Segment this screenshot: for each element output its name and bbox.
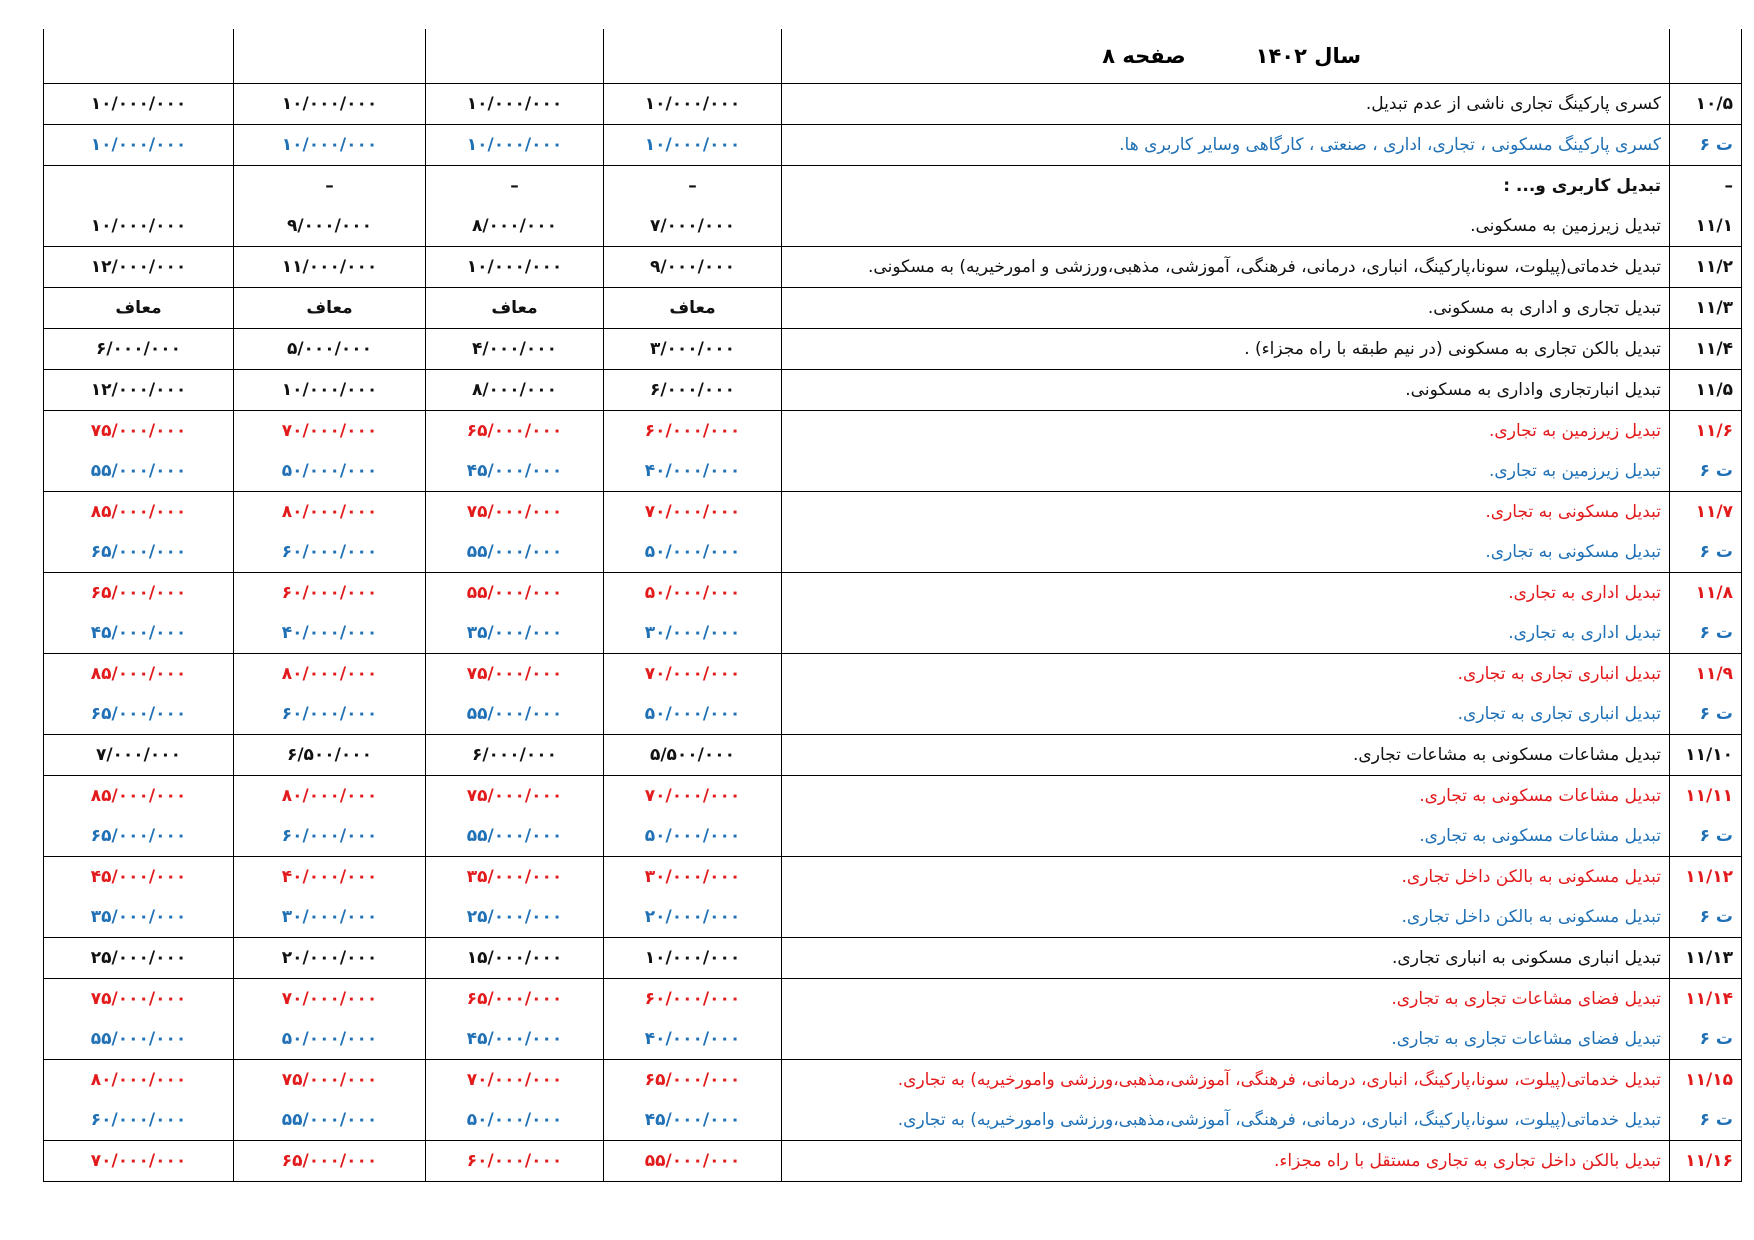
row-value-cell: ۴۰/۰۰۰/۰۰۰ <box>604 451 782 492</box>
row-description-cell: تبدیل خدماتی(پیلوت، سونا،پارکینگ، انباری، درمانی، فرهنگی، آموزشی، مذهبی،ورزشی و امورخیریه) به مسکونی. <box>782 247 1670 288</box>
row-value-cell: ۱۵/۰۰۰/۰۰۰ <box>426 938 604 979</box>
row-code-cell: ت ۶ <box>1670 613 1742 654</box>
row-description-cell: تبدیل انباری تجاری به تجاری. <box>782 694 1670 735</box>
row-value-cell: ۸۵/۰۰۰/۰۰۰ <box>44 654 234 695</box>
row-value-cell: ۵۰/۰۰۰/۰۰۰ <box>234 451 426 492</box>
page-heading <box>1102 44 1361 68</box>
row-description-cell: تبدیل فضای مشاعات تجاری به تجاری. <box>782 979 1670 1020</box>
row-value-cell: ۵۵/۰۰۰/۰۰۰ <box>44 1019 234 1060</box>
row-value-cell: ۱۰/۰۰۰/۰۰۰ <box>604 84 782 125</box>
table-row <box>44 206 1742 247</box>
row-value-cell: معاف <box>426 288 604 329</box>
row-description-cell: تبدیل مسکونی به تجاری. <box>782 532 1670 573</box>
row-code-cell: ۱۱/۱۵ <box>1670 1060 1742 1101</box>
row-value-cell: ۶۵/۰۰۰/۰۰۰ <box>234 1141 426 1182</box>
row-code-cell: ت ۶ <box>1670 1100 1742 1141</box>
row-value-cell: ۴/۰۰۰/۰۰۰ <box>426 329 604 370</box>
row-value-cell: ۵۵/۰۰۰/۰۰۰ <box>44 451 234 492</box>
table-row <box>44 1100 1742 1141</box>
table-row <box>44 492 1742 533</box>
row-value-cell: ۷۰/۰۰۰/۰۰۰ <box>234 411 426 452</box>
row-value-cell: ۷۵/۰۰۰/۰۰۰ <box>426 654 604 695</box>
row-description-cell: تبدیل مشاعات مسکونی به مشاعات تجاری. <box>782 735 1670 776</box>
row-value-cell: ۷۵/۰۰۰/۰۰۰ <box>44 411 234 452</box>
header-code-cell <box>1670 29 1742 84</box>
row-value-cell: ۸۵/۰۰۰/۰۰۰ <box>44 492 234 533</box>
row-description-cell: تبدیل مشاعات مسکونی به تجاری. <box>782 776 1670 817</box>
row-description-cell: کسری پارکینگ تجاری ناشی از عدم تبدیل. <box>782 84 1670 125</box>
table-row <box>44 166 1742 207</box>
row-value-cell: ۸۰/۰۰۰/۰۰۰ <box>234 492 426 533</box>
page-heading-cell <box>782 29 1670 84</box>
row-value-cell: ۱۰/۰۰۰/۰۰۰ <box>44 125 234 166</box>
row-description-cell: تبدیل اداری به تجاری. <box>782 613 1670 654</box>
row-value-cell: ۶۰/۰۰۰/۰۰۰ <box>604 411 782 452</box>
row-value-cell: ۸/۰۰۰/۰۰۰ <box>426 206 604 247</box>
table-row <box>44 735 1742 776</box>
row-value-cell: ۵۵/۰۰۰/۰۰۰ <box>426 694 604 735</box>
row-value-cell: ۴۰/۰۰۰/۰۰۰ <box>234 857 426 898</box>
row-value-cell: ۶۰/۰۰۰/۰۰۰ <box>44 1100 234 1141</box>
row-value-cell: ۸۰/۰۰۰/۰۰۰ <box>234 654 426 695</box>
row-value-cell: ۶/۰۰۰/۰۰۰ <box>426 735 604 776</box>
row-value-cell: ۸/۰۰۰/۰۰۰ <box>426 370 604 411</box>
row-value-cell: ۶۰/۰۰۰/۰۰۰ <box>234 694 426 735</box>
row-value-cell: ۵۵/۰۰۰/۰۰۰ <box>426 816 604 857</box>
row-code-cell: ۱۱/۷ <box>1670 492 1742 533</box>
row-code-cell: ت ۶ <box>1670 125 1742 166</box>
row-code-cell: – <box>1670 166 1742 207</box>
row-code-cell: ۱۱/۹ <box>1670 654 1742 695</box>
row-code-cell: ت ۶ <box>1670 897 1742 938</box>
row-value-cell: ۱۰/۰۰۰/۰۰۰ <box>234 125 426 166</box>
table-row <box>44 654 1742 695</box>
row-value-cell: ۹/۰۰۰/۰۰۰ <box>604 247 782 288</box>
row-value-cell: معاف <box>234 288 426 329</box>
row-value-cell: ۶/۵۰۰/۰۰۰ <box>234 735 426 776</box>
table-row <box>44 125 1742 166</box>
row-value-cell: ۸۰/۰۰۰/۰۰۰ <box>234 776 426 817</box>
row-value-cell: ۱۰/۰۰۰/۰۰۰ <box>234 84 426 125</box>
row-value-cell: ۶۰/۰۰۰/۰۰۰ <box>234 573 426 614</box>
row-value-cell: ۷۵/۰۰۰/۰۰۰ <box>44 979 234 1020</box>
row-value-cell: معاف <box>604 288 782 329</box>
row-description-cell: تبدیل خدماتی(پیلوت، سونا،پارکینگ، انباری، درمانی، فرهنگی، آموزشی،مذهبی،ورزشی وامورخیریه) به تجاری. <box>782 1100 1670 1141</box>
row-value-cell: ۶۰/۰۰۰/۰۰۰ <box>426 1141 604 1182</box>
row-value-cell: ۳۵/۰۰۰/۰۰۰ <box>426 613 604 654</box>
table-row <box>44 532 1742 573</box>
row-value-cell: ۱۲/۰۰۰/۰۰۰ <box>44 370 234 411</box>
row-description-cell: تبدیل زیرزمین به مسکونی. <box>782 206 1670 247</box>
row-value-cell: ۳/۰۰۰/۰۰۰ <box>604 329 782 370</box>
row-description-cell: تبدیل مشاعات مسکونی به تجاری. <box>782 816 1670 857</box>
row-value-cell: ۴۵/۰۰۰/۰۰۰ <box>604 1100 782 1141</box>
row-value-cell: ۵۰/۰۰۰/۰۰۰ <box>234 1019 426 1060</box>
row-value-cell: ۷۵/۰۰۰/۰۰۰ <box>234 1060 426 1101</box>
row-value-cell: ۲۵/۰۰۰/۰۰۰ <box>426 897 604 938</box>
header-value-cell <box>604 29 782 84</box>
row-value-cell: ۱۰/۰۰۰/۰۰۰ <box>234 370 426 411</box>
row-code-cell: ۱۱/۴ <box>1670 329 1742 370</box>
row-value-cell: – <box>426 166 604 207</box>
row-value-cell: ۴۵/۰۰۰/۰۰۰ <box>44 857 234 898</box>
table-row <box>44 1060 1742 1101</box>
table-row <box>44 938 1742 979</box>
table-row <box>44 451 1742 492</box>
table-row <box>44 573 1742 614</box>
row-code-cell: ۱۱/۶ <box>1670 411 1742 452</box>
row-value-cell: ۷۰/۰۰۰/۰۰۰ <box>426 1060 604 1101</box>
row-value-cell: – <box>604 166 782 207</box>
row-value-cell: ۲۵/۰۰۰/۰۰۰ <box>44 938 234 979</box>
table-row <box>44 84 1742 125</box>
row-value-cell: – <box>234 166 426 207</box>
row-code-cell: ۱۱/۱۰ <box>1670 735 1742 776</box>
header-value-cell <box>234 29 426 84</box>
row-value-cell: ۲۰/۰۰۰/۰۰۰ <box>604 897 782 938</box>
row-value-cell: ۱۱/۰۰۰/۰۰۰ <box>234 247 426 288</box>
row-value-cell: ۷۰/۰۰۰/۰۰۰ <box>604 776 782 817</box>
row-code-cell: ت ۶ <box>1670 1019 1742 1060</box>
row-value-cell: ۱۰/۰۰۰/۰۰۰ <box>426 125 604 166</box>
row-code-cell: ت ۶ <box>1670 451 1742 492</box>
row-value-cell: ۶۰/۰۰۰/۰۰۰ <box>604 979 782 1020</box>
header-value-cell <box>44 29 234 84</box>
row-code-cell: ۱۰/۵ <box>1670 84 1742 125</box>
header-value-cell <box>426 29 604 84</box>
page-number-label: صفحه ۸ <box>1102 44 1186 68</box>
row-value-cell: ۲۰/۰۰۰/۰۰۰ <box>234 938 426 979</box>
row-code-cell: ۱۱/۱۳ <box>1670 938 1742 979</box>
row-value-cell: ۴۵/۰۰۰/۰۰۰ <box>44 613 234 654</box>
row-description-cell: تبدیل مسکونی به بالکن داخل تجاری. <box>782 897 1670 938</box>
row-value-cell: ۱۰/۰۰۰/۰۰۰ <box>426 247 604 288</box>
row-value-cell: ۴۰/۰۰۰/۰۰۰ <box>604 1019 782 1060</box>
row-value-cell: ۷۰/۰۰۰/۰۰۰ <box>604 654 782 695</box>
row-value-cell: ۱۰/۰۰۰/۰۰۰ <box>44 84 234 125</box>
row-value-cell: ۴۰/۰۰۰/۰۰۰ <box>234 613 426 654</box>
table-row <box>44 979 1742 1020</box>
table-header-row <box>44 29 1742 84</box>
row-description-cell: تبدیل خدماتی(پیلوت، سونا،پارکینگ، انباری، درمانی، فرهنگی، آموزشی،مذهبی،ورزشی وامورخیریه) به تجاری. <box>782 1060 1670 1101</box>
row-value-cell: ۴۵/۰۰۰/۰۰۰ <box>426 451 604 492</box>
row-description-cell: تبدیل انباری تجاری به تجاری. <box>782 654 1670 695</box>
row-value-cell: ۶۰/۰۰۰/۰۰۰ <box>234 816 426 857</box>
row-value-cell: ۶۵/۰۰۰/۰۰۰ <box>426 979 604 1020</box>
row-value-cell: ۵/۰۰۰/۰۰۰ <box>234 329 426 370</box>
row-description-cell: کسری پارکینگ مسکونی ، تجاری، اداری ، صنعتی ، کارگاهی وسایر کاربری ها. <box>782 125 1670 166</box>
row-value-cell: ۹/۰۰۰/۰۰۰ <box>234 206 426 247</box>
row-value-cell: ۵۵/۰۰۰/۰۰۰ <box>426 573 604 614</box>
row-value-cell: ۶۵/۰۰۰/۰۰۰ <box>44 694 234 735</box>
table-row <box>44 857 1742 898</box>
row-value-cell: ۵۰/۰۰۰/۰۰۰ <box>604 694 782 735</box>
row-value-cell: ۳۵/۰۰۰/۰۰۰ <box>426 857 604 898</box>
table-row <box>44 329 1742 370</box>
row-code-cell: ۱۱/۵ <box>1670 370 1742 411</box>
row-value-cell: ۴۵/۰۰۰/۰۰۰ <box>426 1019 604 1060</box>
row-value-cell: ۵/۵۰۰/۰۰۰ <box>604 735 782 776</box>
row-value-cell: ۱۰/۰۰۰/۰۰۰ <box>44 206 234 247</box>
row-value-cell: ۶۵/۰۰۰/۰۰۰ <box>426 411 604 452</box>
row-value-cell <box>44 166 234 207</box>
table-row <box>44 1141 1742 1182</box>
row-description-cell: تبدیل زیرزمین به تجاری. <box>782 411 1670 452</box>
row-description-cell: تبدیل بالکن تجاری به مسکونی (در نیم طبقه با راه مجزاء) . <box>782 329 1670 370</box>
row-description-cell: تبدیل انبارتجاری واداری به مسکونی. <box>782 370 1670 411</box>
row-code-cell: ۱۱/۱۴ <box>1670 979 1742 1020</box>
row-value-cell: ۳۰/۰۰۰/۰۰۰ <box>604 613 782 654</box>
row-value-cell: ۸۵/۰۰۰/۰۰۰ <box>44 776 234 817</box>
row-value-cell: ۵۰/۰۰۰/۰۰۰ <box>604 573 782 614</box>
row-value-cell: ۱۰/۰۰۰/۰۰۰ <box>426 84 604 125</box>
table-row <box>44 411 1742 452</box>
row-value-cell: ۶/۰۰۰/۰۰۰ <box>44 329 234 370</box>
row-value-cell: ۳۰/۰۰۰/۰۰۰ <box>604 857 782 898</box>
row-description-cell: تبدیل اداری به تجاری. <box>782 573 1670 614</box>
row-value-cell: ۳۵/۰۰۰/۰۰۰ <box>44 897 234 938</box>
row-value-cell: ۸۰/۰۰۰/۰۰۰ <box>44 1060 234 1101</box>
table-row <box>44 776 1742 817</box>
row-value-cell: ۷۵/۰۰۰/۰۰۰ <box>426 776 604 817</box>
row-value-cell: ۵۵/۰۰۰/۰۰۰ <box>604 1141 782 1182</box>
row-value-cell: ۷۰/۰۰۰/۰۰۰ <box>44 1141 234 1182</box>
row-description-cell: تبدیل بالکن داخل تجاری به تجاری مستقل با راه مجزاء. <box>782 1141 1670 1182</box>
row-value-cell: ۶/۰۰۰/۰۰۰ <box>604 370 782 411</box>
row-value-cell: ۶۵/۰۰۰/۰۰۰ <box>44 573 234 614</box>
table-row <box>44 694 1742 735</box>
row-value-cell: ۵۰/۰۰۰/۰۰۰ <box>604 816 782 857</box>
row-code-cell: ۱۱/۳ <box>1670 288 1742 329</box>
row-value-cell: ۵۰/۰۰۰/۰۰۰ <box>426 1100 604 1141</box>
table-row <box>44 288 1742 329</box>
row-code-cell: ۱۱/۱۶ <box>1670 1141 1742 1182</box>
row-description-cell: تبدیل مسکونی به تجاری. <box>782 492 1670 533</box>
row-value-cell: ۵۰/۰۰۰/۰۰۰ <box>604 532 782 573</box>
row-code-cell: ۱۱/۱ <box>1670 206 1742 247</box>
row-code-cell: ۱۱/۱۱ <box>1670 776 1742 817</box>
row-value-cell: معاف <box>44 288 234 329</box>
table-row <box>44 1019 1742 1060</box>
row-code-cell: ۱۱/۸ <box>1670 573 1742 614</box>
row-code-cell: ت ۶ <box>1670 816 1742 857</box>
table-row <box>44 613 1742 654</box>
row-description-cell: تبدیل مسکونی به بالکن داخل تجاری. <box>782 857 1670 898</box>
row-value-cell: ۱۲/۰۰۰/۰۰۰ <box>44 247 234 288</box>
row-value-cell: ۶۵/۰۰۰/۰۰۰ <box>604 1060 782 1101</box>
row-code-cell: ۱۱/۱۲ <box>1670 857 1742 898</box>
row-description-cell: تبدیل انباری مسکونی به انباری تجاری. <box>782 938 1670 979</box>
row-value-cell: ۶۰/۰۰۰/۰۰۰ <box>234 532 426 573</box>
row-value-cell: ۷/۰۰۰/۰۰۰ <box>44 735 234 776</box>
year-label: سال ۱۴۰۲ <box>1255 44 1361 68</box>
row-code-cell: ت ۶ <box>1670 532 1742 573</box>
row-value-cell: ۱۰/۰۰۰/۰۰۰ <box>604 938 782 979</box>
table-row <box>44 897 1742 938</box>
row-value-cell: ۷۵/۰۰۰/۰۰۰ <box>426 492 604 533</box>
row-description-cell: تبدیل کاربری و... : <box>782 166 1670 207</box>
row-value-cell: ۶۵/۰۰۰/۰۰۰ <box>44 532 234 573</box>
row-value-cell: ۱۰/۰۰۰/۰۰۰ <box>604 125 782 166</box>
row-value-cell: ۷۰/۰۰۰/۰۰۰ <box>604 492 782 533</box>
row-description-cell: تبدیل زیرزمین به تجاری. <box>782 451 1670 492</box>
row-value-cell: ۷۰/۰۰۰/۰۰۰ <box>234 979 426 1020</box>
row-code-cell: ت ۶ <box>1670 694 1742 735</box>
row-value-cell: ۶۵/۰۰۰/۰۰۰ <box>44 816 234 857</box>
row-value-cell: ۵۵/۰۰۰/۰۰۰ <box>234 1100 426 1141</box>
row-code-cell: ۱۱/۲ <box>1670 247 1742 288</box>
row-value-cell: ۵۵/۰۰۰/۰۰۰ <box>426 532 604 573</box>
row-value-cell: ۷/۰۰۰/۰۰۰ <box>604 206 782 247</box>
tariff-table <box>43 29 1742 1182</box>
table-row <box>44 247 1742 288</box>
row-description-cell: تبدیل تجاری و اداری به مسکونی. <box>782 288 1670 329</box>
table-row <box>44 370 1742 411</box>
table-row <box>44 816 1742 857</box>
row-description-cell: تبدیل فضای مشاعات تجاری به تجاری. <box>782 1019 1670 1060</box>
row-value-cell: ۳۰/۰۰۰/۰۰۰ <box>234 897 426 938</box>
